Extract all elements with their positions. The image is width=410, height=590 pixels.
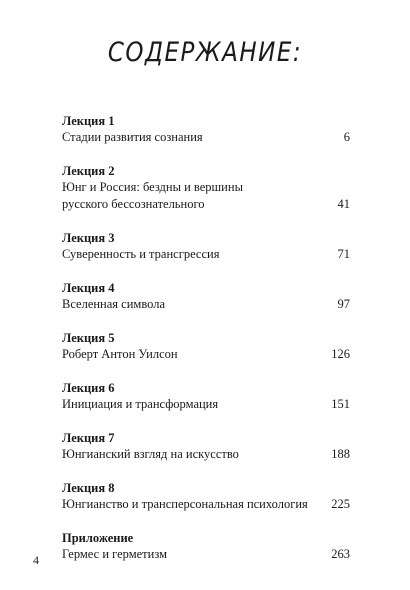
toc-entry-page: 126 xyxy=(331,347,350,361)
toc-entry-title: Суверенность и трансгрессия xyxy=(62,247,220,261)
toc-entry-title: Роберт Антон Уилсон xyxy=(62,347,178,361)
toc-entry xyxy=(62,480,350,513)
toc-entry-page: 188 xyxy=(331,447,350,461)
toc-entry-heading: Лекция 3 xyxy=(62,231,115,245)
toc-entry xyxy=(62,163,350,213)
toc-entry-title: Юнг и Россия: бездны и вершины русского бессознательного xyxy=(62,180,243,211)
toc-entry xyxy=(62,113,350,146)
toc-entry xyxy=(62,230,350,263)
toc-entry-page: 225 xyxy=(331,497,350,511)
toc-entry-title: Инициация и трансформация xyxy=(62,397,219,411)
toc-entry-heading: Лекция 4 xyxy=(62,281,115,295)
page-number: 4 xyxy=(33,553,39,567)
toc-entry-heading: Лекция 1 xyxy=(62,114,115,128)
toc-entry-title: Юнгианство и трансперсональная психология xyxy=(62,497,308,511)
toc-entry-page: 263 xyxy=(331,547,350,561)
toc-entry xyxy=(62,330,350,363)
toc-entry-heading: Лекция 2 xyxy=(62,164,115,178)
toc-entry-page: 71 xyxy=(337,247,350,261)
toc-entry xyxy=(62,530,350,563)
toc-entry-title: Гермес и герметизм xyxy=(62,547,167,561)
toc-entry-heading: Приложение xyxy=(62,531,134,545)
toc-entry xyxy=(62,430,350,463)
toc-entry-heading: Лекция 8 xyxy=(62,481,115,495)
toc-entry-page: 6 xyxy=(343,130,350,144)
toc-entry-page: 151 xyxy=(331,397,350,411)
toc-entry-page: 41 xyxy=(337,197,350,211)
page-title: СОДЕРЖАНИЕ: xyxy=(107,38,303,68)
toc-entry-heading: Лекция 6 xyxy=(62,381,115,395)
toc-entry xyxy=(62,280,350,313)
toc-entry-title: Стадии развития сознания xyxy=(62,130,203,144)
toc-entry-heading: Лекция 5 xyxy=(62,331,115,345)
toc-entry-heading: Лекция 7 xyxy=(62,431,115,445)
toc-entry-title: Вселенная символа xyxy=(62,297,166,311)
toc-entry xyxy=(62,380,350,413)
toc-entry-title: Юнгианский взгляд на искусство xyxy=(62,447,239,461)
table-of-contents xyxy=(62,113,350,580)
toc-entry-page: 97 xyxy=(337,297,350,311)
